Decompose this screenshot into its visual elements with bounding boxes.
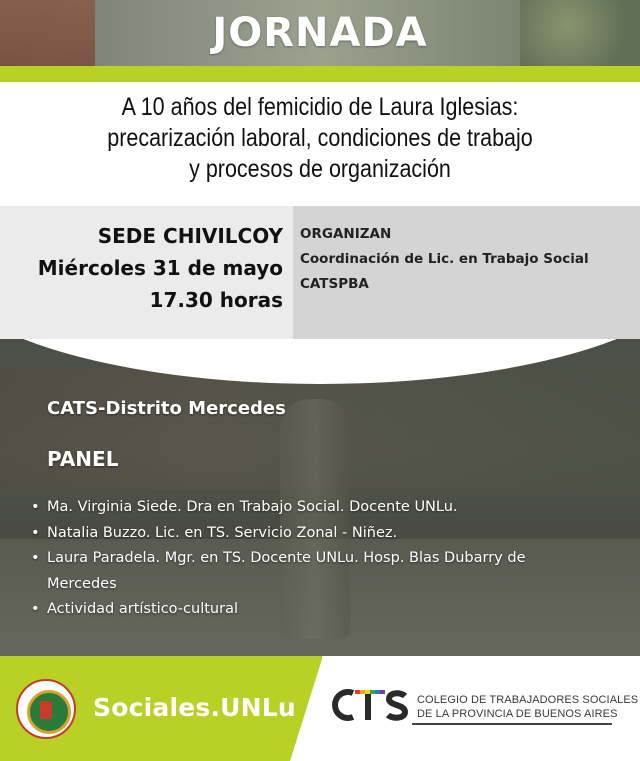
event-time: 17.30 horas bbox=[149, 288, 283, 312]
organizer-item: CATSPBA bbox=[300, 276, 369, 292]
list-item: • Actividad artístico-cultural bbox=[31, 597, 591, 623]
event-subtitle bbox=[45, 92, 595, 185]
list-item: • Laura Paradela. Mgr. en TS. Docente UNLu. Hosp. Blas Dubarry de Mercedes bbox=[31, 546, 591, 597]
event-title: JORNADA bbox=[212, 10, 428, 56]
accent-bar bbox=[0, 66, 640, 82]
cts-logo-icon bbox=[331, 684, 409, 726]
event-date: Miércoles 31 de mayo bbox=[37, 256, 283, 280]
college-line: DE LA PROVINCIA DE BUENOS AIRES bbox=[417, 708, 618, 720]
organizers-heading: ORGANIZAN bbox=[300, 226, 392, 242]
subtitle-line: precarización laboral, condiciones de trabajo bbox=[107, 124, 533, 152]
brand-name: Sociales.UNLu bbox=[93, 693, 296, 722]
panel-heading: PANEL bbox=[47, 447, 119, 471]
district-title: CATS-Distrito Mercedes bbox=[47, 398, 286, 419]
event-details bbox=[0, 206, 293, 339]
organizer-item: Coordinación de Lic. en Trabajo Social bbox=[300, 251, 589, 267]
panel-list bbox=[31, 495, 591, 623]
list-item: • Natalia Buzzo. Lic. en TS. Servicio Zonal - Niñez. bbox=[31, 521, 591, 547]
college-line: COLEGIO DE TRABAJADORES SOCIALES bbox=[417, 694, 639, 706]
unlu-seal-icon bbox=[16, 679, 76, 739]
event-venue: SEDE CHIVILCOY bbox=[97, 224, 283, 248]
subtitle-line: A 10 años del femicidio de Laura Iglesias: bbox=[121, 93, 519, 121]
organizers-block bbox=[293, 206, 640, 339]
college-divider bbox=[412, 723, 612, 725]
list-item: • Ma. Virginia Siede. Dra en Trabajo Social. Docente UNLu. bbox=[31, 495, 591, 521]
college-name bbox=[417, 693, 639, 721]
subtitle-line: y procesos de organización bbox=[189, 155, 451, 183]
